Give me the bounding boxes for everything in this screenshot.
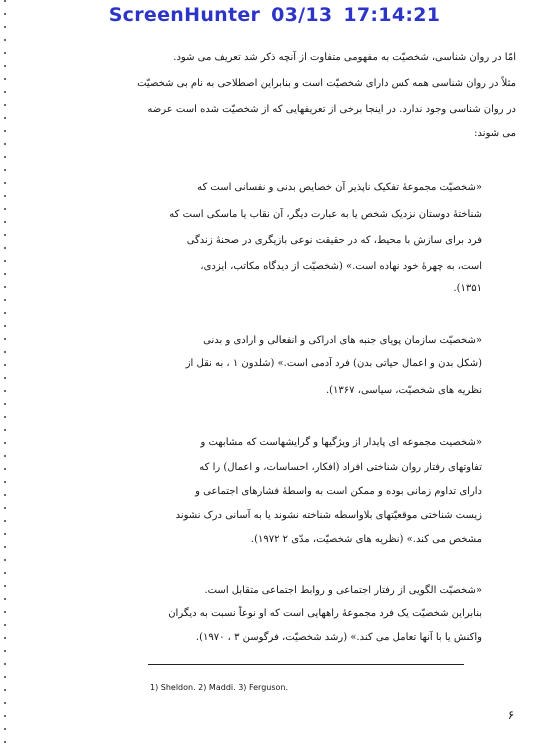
quote1-line-5: ۱۳۵۱). [453, 283, 482, 294]
intro-line-1: امّا در روان شناسی، شخصیّت به مفهومی متفاوت از آنچه ذکر شد تعریف می شود. [173, 52, 516, 63]
quote3-line-3: دارای تداوم زمانی بوده و ممکن است به واسطهٔ فشارهای اجتماعی و [195, 486, 482, 497]
punched-edge-dots [4, 0, 6, 750]
quote3-line-5: مشخص می کند.» (نظریه های شخصیّت، مدّی ۲ ۱۹۷۲). [250, 534, 482, 545]
quote1-line-2: شناختهٔ دوستان نزدیک شخص یا به عبارت دیگر، آن نقاب یا ماسکی است که [169, 209, 482, 220]
quote2-line-3: نظریه های شخصیّت، سیاسی، ۱۳۶۷). [325, 385, 482, 396]
quote2-line-2: (شکل بدن و اعمال حیاتی بدن) فرد آدمی است.» (شلدون ۱ ، به نقل از [185, 358, 482, 369]
screenhunter-watermark: ScreenHunter 03/13 17:14:21 [108, 4, 441, 26]
quote3-line-1: «شخصیت مجموعه ای پایدار از ویژگیها و گرایشهاست که مشابهت و [200, 437, 482, 448]
footnote-rule [148, 664, 464, 665]
quote1-line-4: است، به چهرهٔ خود نهاده است.» (شخصیّت از دیدگاه مکاتب، ایزدی، [200, 261, 482, 272]
quote1-line-1: «شخصیّت مجموعهٔ تفکیک ناپذیر آن خصایص بدنی و نفسانی است که [197, 182, 482, 193]
quote4-line-3: واکنش یا با آنها تعامل می کند.» (رشد شخصیّت، فرگوسن ۳ ، ۱۹۷۰). [195, 632, 482, 643]
quote3-line-2: تفاوتهای رفتار روان شناختی افراد (افکار، احساسات، و اعمال) را که [199, 462, 482, 473]
intro-line-2: مثلاً در روان شناسی همه کس دارای شخصیّت است و بنابراین اصطلاحی به نام بی شخصیّت [137, 78, 516, 89]
intro-line-4: می شوند: [474, 128, 516, 139]
quote1-line-3: فرد برای سازش با محیط، که در حقیقت نوعی بازیگری در صحنهٔ زندگی [186, 235, 482, 246]
page-number: ۶ [507, 708, 515, 722]
footnotes: 1) Sheldon. 2) Maddi. 3) Ferguson. [150, 683, 289, 692]
quote2-line-1: «شخصیّت سازمان پویای جنبه های ادراکی و انفعالی و ارادی و بدنی [203, 335, 482, 346]
intro-line-3: در روان شناسی وجود ندارد. در اینجا برخی از تعریفهایی که از شخصیّت شده است عرضه [147, 104, 516, 115]
quote4-line-2: بنابراین شخصیّت یک فرد مجموعهٔ راههایی است که او نوعاً نسبت به دیگران [168, 608, 482, 619]
quote4-line-1: «شخصیّت الگویی از رفتار اجتماعی و روابط اجتماعی متقابل است. [204, 585, 482, 596]
quote3-line-4: زیست شناختی موقعیّتهای بلاواسطه شناخته نشوند یا به آسانی درک نشوند [175, 510, 482, 521]
